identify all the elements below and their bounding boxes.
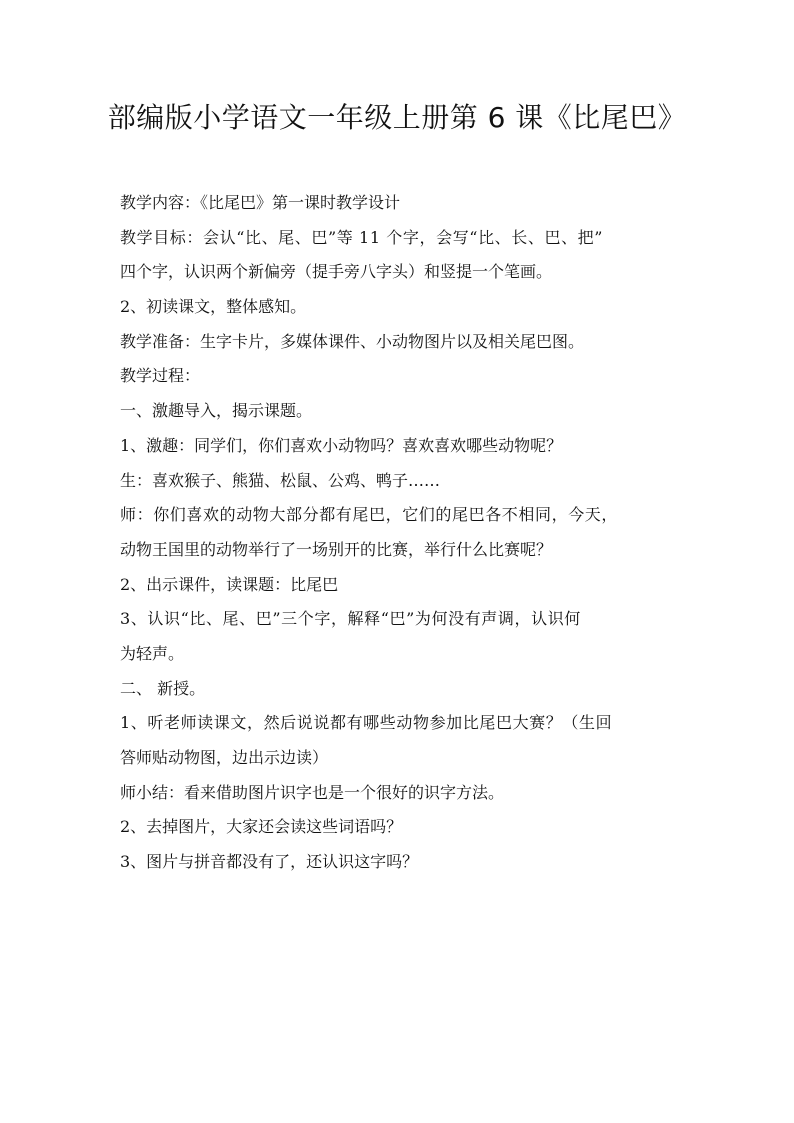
body-line: 动物王国里的动物举行了一场别开的比赛，举行什么比赛呢？ — [120, 539, 553, 559]
body-line: 生：喜欢猴子、熊猫、松鼠、公鸡、鸭子…… — [120, 470, 441, 490]
body-line: 教学准备：生字卡片，多媒体课件、小动物图片以及相关尾巴图。 — [120, 331, 585, 351]
document-body — [120, 186, 695, 880]
body-line: 教学内容：《比尾巴》第一课时教学设计 — [120, 193, 401, 212]
body-line: 2、出示课件，读课题：比尾巴 — [120, 574, 339, 594]
body-line: 教学目标：会认“比、尾、巴”等 11 个字，会写“比、长、巴、把” — [120, 227, 604, 247]
document-title: 部编版小学语文一年级上册第 6 课《比尾巴》 — [107, 101, 687, 134]
body-line: 3、图片与拼音都没有了，还认识这字吗？ — [120, 852, 419, 872]
body-line: 教学过程： — [120, 366, 201, 386]
body-line: 2、去掉图片，大家还会读这些词语吗？ — [120, 817, 403, 837]
body-line: 1、激趣：同学们，你们喜欢小动物吗？喜欢喜欢哪些动物呢？ — [120, 435, 563, 455]
body-line: 四个字，认识两个新偏旁（提手旁八字头）和竖提一个笔画。 — [120, 262, 553, 282]
body-line: 2、初读课文，整体感知。 — [120, 297, 307, 317]
body-line: 答师贴动物图，边出示边读） — [120, 748, 329, 767]
body-line: 3、认识“比、尾、巴”三个字，解释“巴”为何没有声调，认识何 — [120, 609, 581, 629]
body-line: 一、激趣导入，揭示课题。 — [120, 401, 313, 421]
body-line: 师小结：看来借助图片识字也是一个很好的识字方法。 — [120, 782, 505, 802]
body-line: 1、听老师读课文，然后说说都有哪些动物参加比尾巴大赛？（生回 — [120, 713, 613, 733]
body-line: 为轻声。 — [120, 643, 185, 663]
body-line: 二、 新授。 — [120, 678, 206, 698]
body-line: 师：你们喜欢的动物大部分都有尾巴，它们的尾巴各不相同，今天， — [120, 505, 619, 525]
